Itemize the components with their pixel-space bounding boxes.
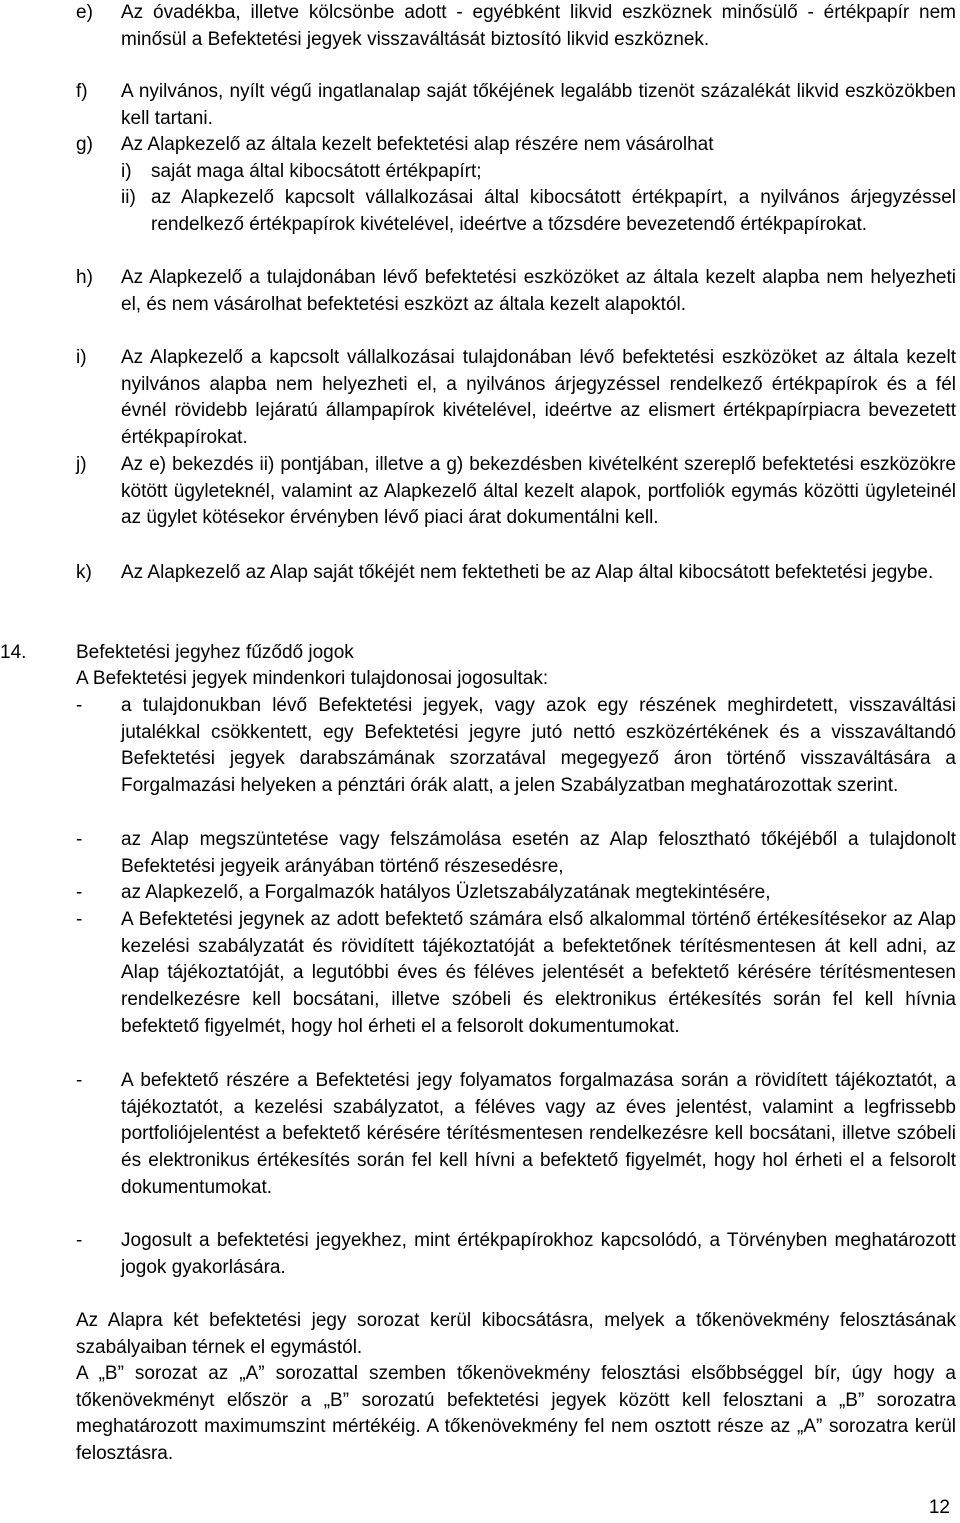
sub-item-label: ii) xyxy=(121,187,136,209)
sub-item xyxy=(121,185,956,238)
bullet-dash: - xyxy=(76,1230,83,1251)
item-label: k) xyxy=(76,562,92,583)
item-label: i) xyxy=(76,347,87,368)
item-label: g) xyxy=(76,134,93,155)
list-item-h xyxy=(76,265,956,318)
bullet-dash: - xyxy=(76,829,83,850)
bullet-text: Jogosult a befektetési jegyekhez, mint értékpapírokhoz kapcsolódó, a Törvényben meghatározott jogok gyakorlására. xyxy=(121,1230,956,1278)
bullet-dash: - xyxy=(76,695,83,716)
section-intro: A Befektetési jegyek mindenkori tulajdonosai jogosultak: xyxy=(76,668,549,689)
page-number: 12 xyxy=(928,1497,950,1518)
bullet-text: A befektető részére a Befektetési jegy folyamatos forgalmazása során a rövidített tájékoztatót, a tájékoztatót, a kezelési szabályzatot, a féléves vagy az éves jelentést, valamint a legfrissebb portfoliójelentést a befektető kérésére térítésmentesen rendelkezésre kell bocsátani, illetve szóbeli és elektronikus értékesítés során fel kell hívni a befektető figyelmét, hogy hol érheti el a felsorolt dokumentumokat. xyxy=(121,1070,956,1198)
item-label: f) xyxy=(76,81,88,102)
sub-item-text: saját maga által kibocsátott értékpapírt; xyxy=(151,160,482,182)
bullet-text: az Alapkezelő, a Forgalmazók hatályos Üzletszabályzatának megtekintésére, xyxy=(121,882,771,903)
bullet-dash: - xyxy=(76,1070,83,1091)
bullet-text: az Alap megszüntetése vagy felszámolása esetén az Alap felosztható tőkéjéből a tulajdonolt Befektetési jegyeik arányában történő részesedésre, xyxy=(121,829,956,877)
item-text: Az Alapkezelő az Alap saját tőkéjét nem fektetheti be az Alap által kibocsátott befektetési jegybe. xyxy=(121,562,934,583)
paragraph: Az Alapra két befektetési jegy sorozat kerül kibocsátásra, melyek a tőkenövekmény felosztásának szabályaiban térnek el egymástól. xyxy=(76,1310,956,1358)
bullet-item xyxy=(76,907,956,1041)
bullet-text: a tulajdonukban lévő Befektetési jegyek, vagy azok egy részének meghirdetett, visszaváltási jutalékkal csökkentett, egy Befektetési jegyre jutó nettó eszközértékének és a visszaváltandó Befektetési jegyek darabszámának szorzatával megegyező áron történő visszaváltására a Forgalmazási helyeken a pénztári órák alatt, a jelen Szabályzatban meghatározottak szerint. xyxy=(121,695,956,797)
sub-item-text: az Alapkezelő kapcsolt vállalkozásai által kibocsátott értékpapírt, a nyilvános árjegyzéssel rendelkező értékpapírok kivételével, ideértve a tőzsdére bevezetendő értékpapírokat. xyxy=(151,187,956,236)
list-item-f xyxy=(76,79,956,132)
bullet-item xyxy=(76,827,956,880)
sub-list xyxy=(121,159,956,239)
list-item-g xyxy=(76,132,956,239)
bullet-item xyxy=(76,693,956,800)
bullet-text: A Befektetési jegynek az adott befektető számára első alkalommal történő értékesítésekor az Alap kezelési szabályzatát és rövidített tájékoztatóját a befektetőnek térítésmentesen át kell adni, az Alap tájékoztatóját, a legutóbbi éves és féléves jelentését a befektető kérésére térítésmentesen rendelkezésre kell bocsátani, illetve szóbeli és elektronikus értékesítés során fel kell hívnia befektető figyelmét, hogy hol érheti el a felsorolt dokumentumokat. xyxy=(121,909,956,1037)
sub-item xyxy=(121,159,956,186)
section-number: 14. xyxy=(0,642,27,663)
bullet-dash: - xyxy=(76,882,83,903)
list-item-i xyxy=(76,345,956,452)
item-text: Az Alapkezelő a tulajdonában lévő befektetési eszközöket az általa kezelt alapba nem helyezheti el, és nem vásárolhat befektetési eszközt az általa kezelt alapoktól. xyxy=(121,267,956,315)
item-text: Az Alapkezelő az általa kezelt befektetési alap részére nem vásárolhat xyxy=(121,134,714,155)
list-item-k xyxy=(76,560,956,587)
bullet-dash: - xyxy=(76,909,83,930)
paragraph: A „B” sorozat az „A” sorozattal szemben tőkenövekmény felosztási elsőbbséggel bír, úgy hogy a tőkenövekményt először a „B” sorozatú befektetési jegyek között kell felosztani a „B” sorozatra meghatározott maximumszint mértékéig. A tőkenövekmény fel nem osztott része az „A” sorozatra kerül felosztásra. xyxy=(76,1363,956,1465)
bullet-item xyxy=(76,1228,956,1281)
sub-item-label: i) xyxy=(121,160,132,182)
item-label: h) xyxy=(76,267,93,288)
list-item-j xyxy=(76,452,956,532)
item-text: A nyilvános, nyílt végű ingatlanalap saját tőkéjének legalább tizenöt százalékát likvid eszközökben kell tartani. xyxy=(121,81,956,129)
list-item-e xyxy=(76,0,956,53)
item-label: j) xyxy=(76,454,87,475)
item-label: e) xyxy=(76,2,93,23)
item-text: Az óvadékba, illetve kölcsönbe adott - egyébként likvid eszköznek minősülő - értékpapír nem minősül a Befektetési jegyek visszaváltását biztosító likvid eszköznek. xyxy=(121,2,956,50)
bullet-item xyxy=(76,880,956,907)
bullet-item xyxy=(76,1068,956,1202)
item-text: Az Alapkezelő a kapcsolt vállalkozásai tulajdonában lévő befektetési eszközöket az általa kezelt nyilvános alapba nem helyezheti el, a nyilvános árjegyzéssel rendelkező értékpapírok és a fél évnél rövidebb lejáratú állampapírok kivételével, ideértve az elismert értékpapírpiacra bevezetett értékpapírokat. xyxy=(121,347,956,449)
item-text: Az e) bekezdés ii) pontjában, illetve a g) bekezdésben kivételként szereplő befektetési eszközökre kötött ügyleteknél, valamint az Alapkezelő által kezelt alapok, portfoliók egymás közötti ügyleteinél az ügylet kötésekor érvényben lévő piaci árat dokumentálni kell. xyxy=(121,454,956,529)
section-title: Befektetési jegyhez fűződő jogok xyxy=(76,642,354,663)
